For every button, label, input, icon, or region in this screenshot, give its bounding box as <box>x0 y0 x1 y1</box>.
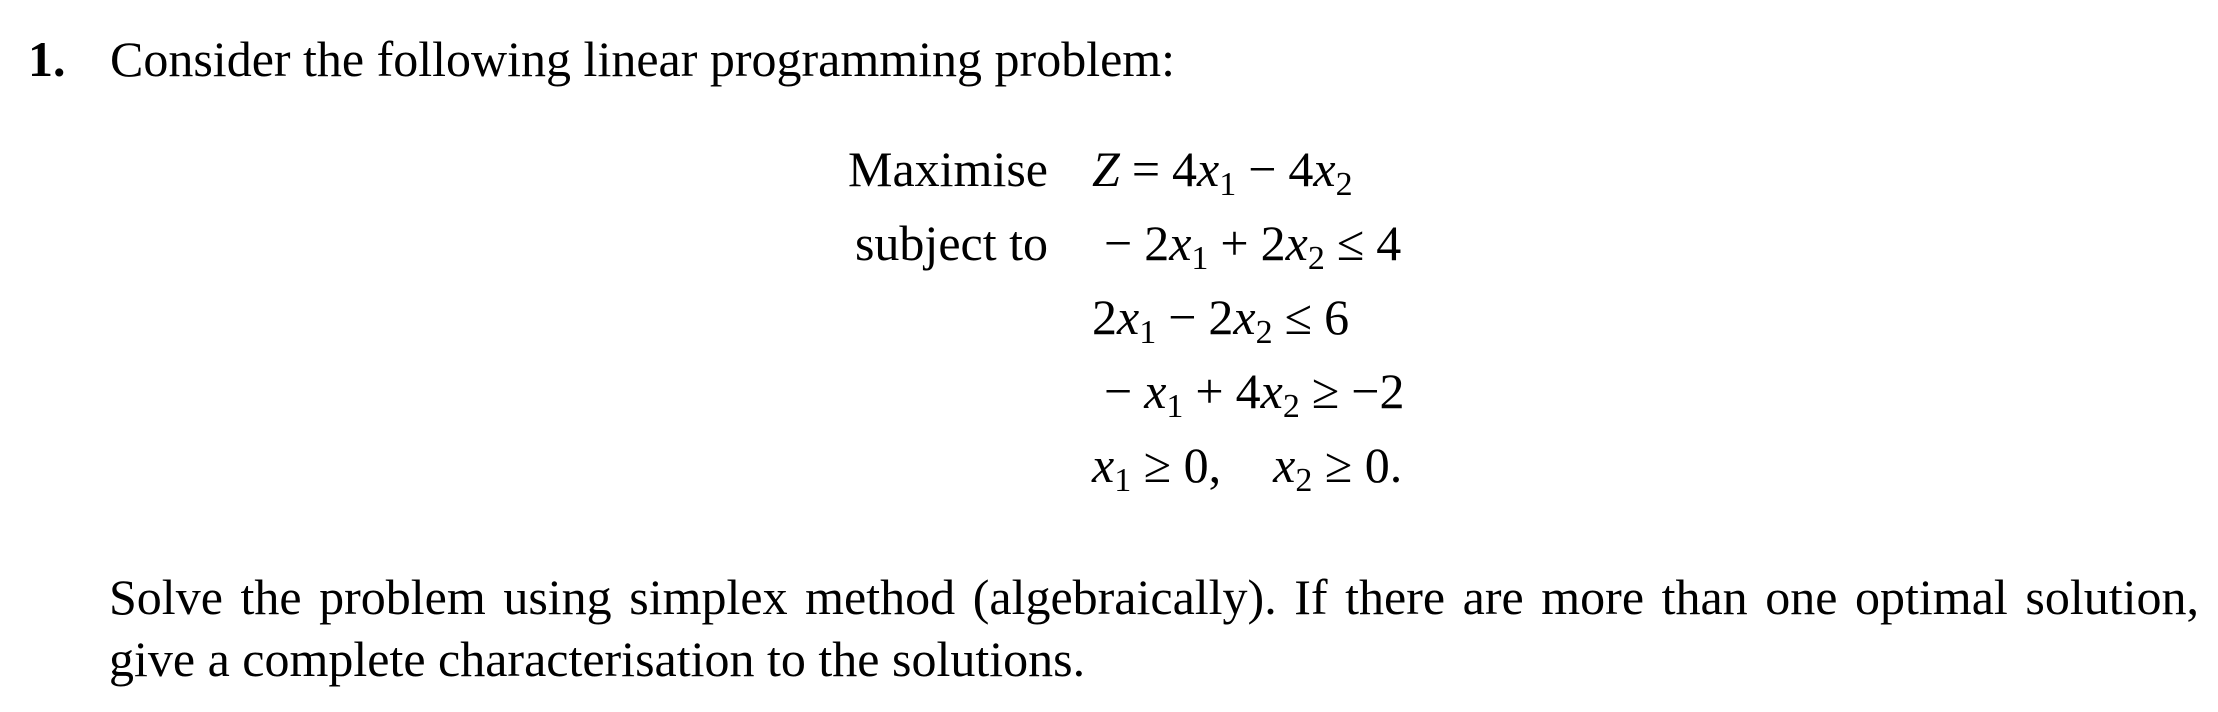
problem-instructions: Solve the problem using simplex method (algebraically). If there are more than one optimal solution, give a complete characterisation to the solutions. <box>109 569 2199 687</box>
nonnegativity-row <box>0 436 2218 510</box>
objective-row <box>0 140 2218 214</box>
objective-function: $Z = 4x_1 - 4x_2$ <box>1092 141 1353 203</box>
problem-intro: Consider the following linear programming problem: <box>110 31 1176 87</box>
constraint-3: − $x_1 + 4x_2 \ge -2$ <box>1104 363 1405 425</box>
constraint-row-2 <box>0 288 2218 362</box>
subject-to-keyword: subject to <box>854 215 1048 271</box>
problem-number: 1. <box>28 31 66 87</box>
problem-header <box>28 28 1175 90</box>
constraint-1: − $2x_1 + 2x_2 \le 4$ <box>1104 215 1402 277</box>
constraint-row-1 <box>0 214 2218 288</box>
maximise-keyword: Maximise <box>848 141 1048 197</box>
constraint-row-3 <box>0 362 2218 436</box>
nonnegativity-constraints: $x_1 \ge 0$, $x_2 \ge 0$. <box>1092 437 1403 499</box>
constraint-2: $2x_1 - 2x_2 \le 6$ <box>1092 289 1350 351</box>
